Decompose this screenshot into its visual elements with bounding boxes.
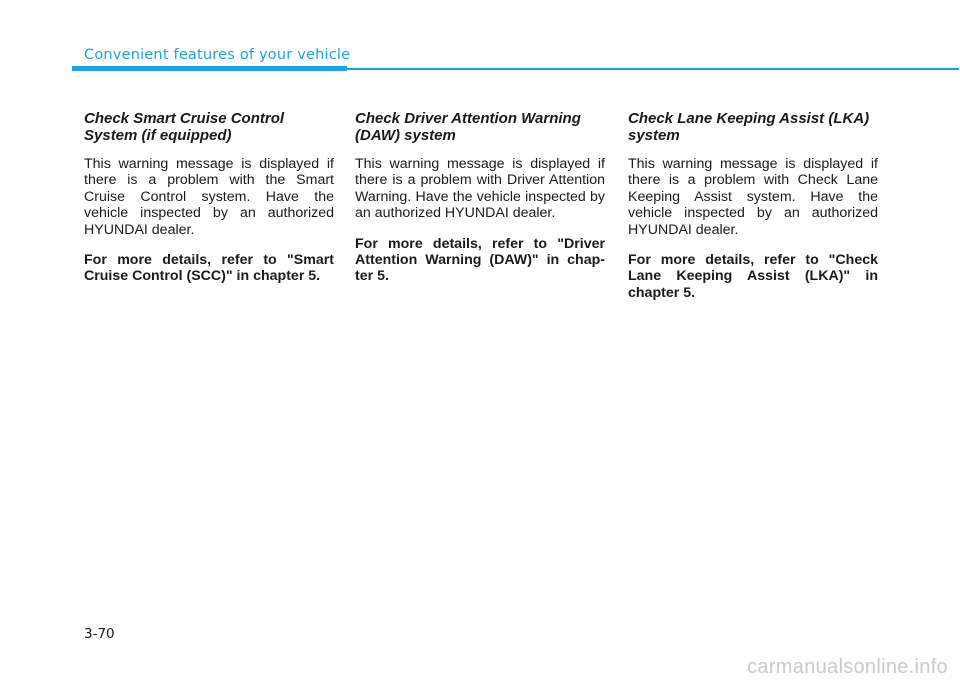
- section-heading-daw: Check Driver Attention Warning (DAW) system: [355, 110, 581, 144]
- section-reference-scc: For more details, refer to "Smart Cruise Control (SCC)" in chapter 5.: [84, 252, 334, 285]
- watermark: carmanualsonline.info: [747, 656, 948, 678]
- page-number: 3-70: [84, 626, 115, 642]
- column-lane-keeping-assist: [628, 111, 878, 301]
- section-reference-daw: For more details, refer to "Driver Attention Warning (DAW)" in chap-ter 5.: [355, 235, 605, 285]
- section-body-daw: This warning message is displayed if there is a problem with Driver Attention Warning. Have the vehicle inspected by an authorized HYUNDAI dealer.: [355, 156, 605, 222]
- section-body-lka: This warning message is displayed if there is a problem with Check Lane Keeping Assist system. Have the vehicle inspected by an authorized HYUNDAI dealer.: [628, 156, 878, 238]
- header-rule: [347, 68, 959, 70]
- section-heading-scc: Check Smart Cruise Control System (if equipped): [84, 110, 285, 144]
- column-smart-cruise-control: [84, 111, 334, 285]
- section-header-title: Convenient features of your vehicle: [84, 47, 351, 63]
- section-heading-lka: Check Lane Keeping Assist (LKA) system: [628, 110, 870, 144]
- section-body-scc: This warning message is displayed if there is a problem with the Smart Cruise Control system. Have the vehicle inspected by an authorized HYUNDAI dealer.: [84, 156, 334, 238]
- section-reference-lka: For more details, refer to "Check Lane Keeping Assist (LKA)" in chapter 5.: [628, 252, 878, 301]
- column-driver-attention-warning: [355, 111, 605, 285]
- header-accent-bar: [72, 66, 347, 71]
